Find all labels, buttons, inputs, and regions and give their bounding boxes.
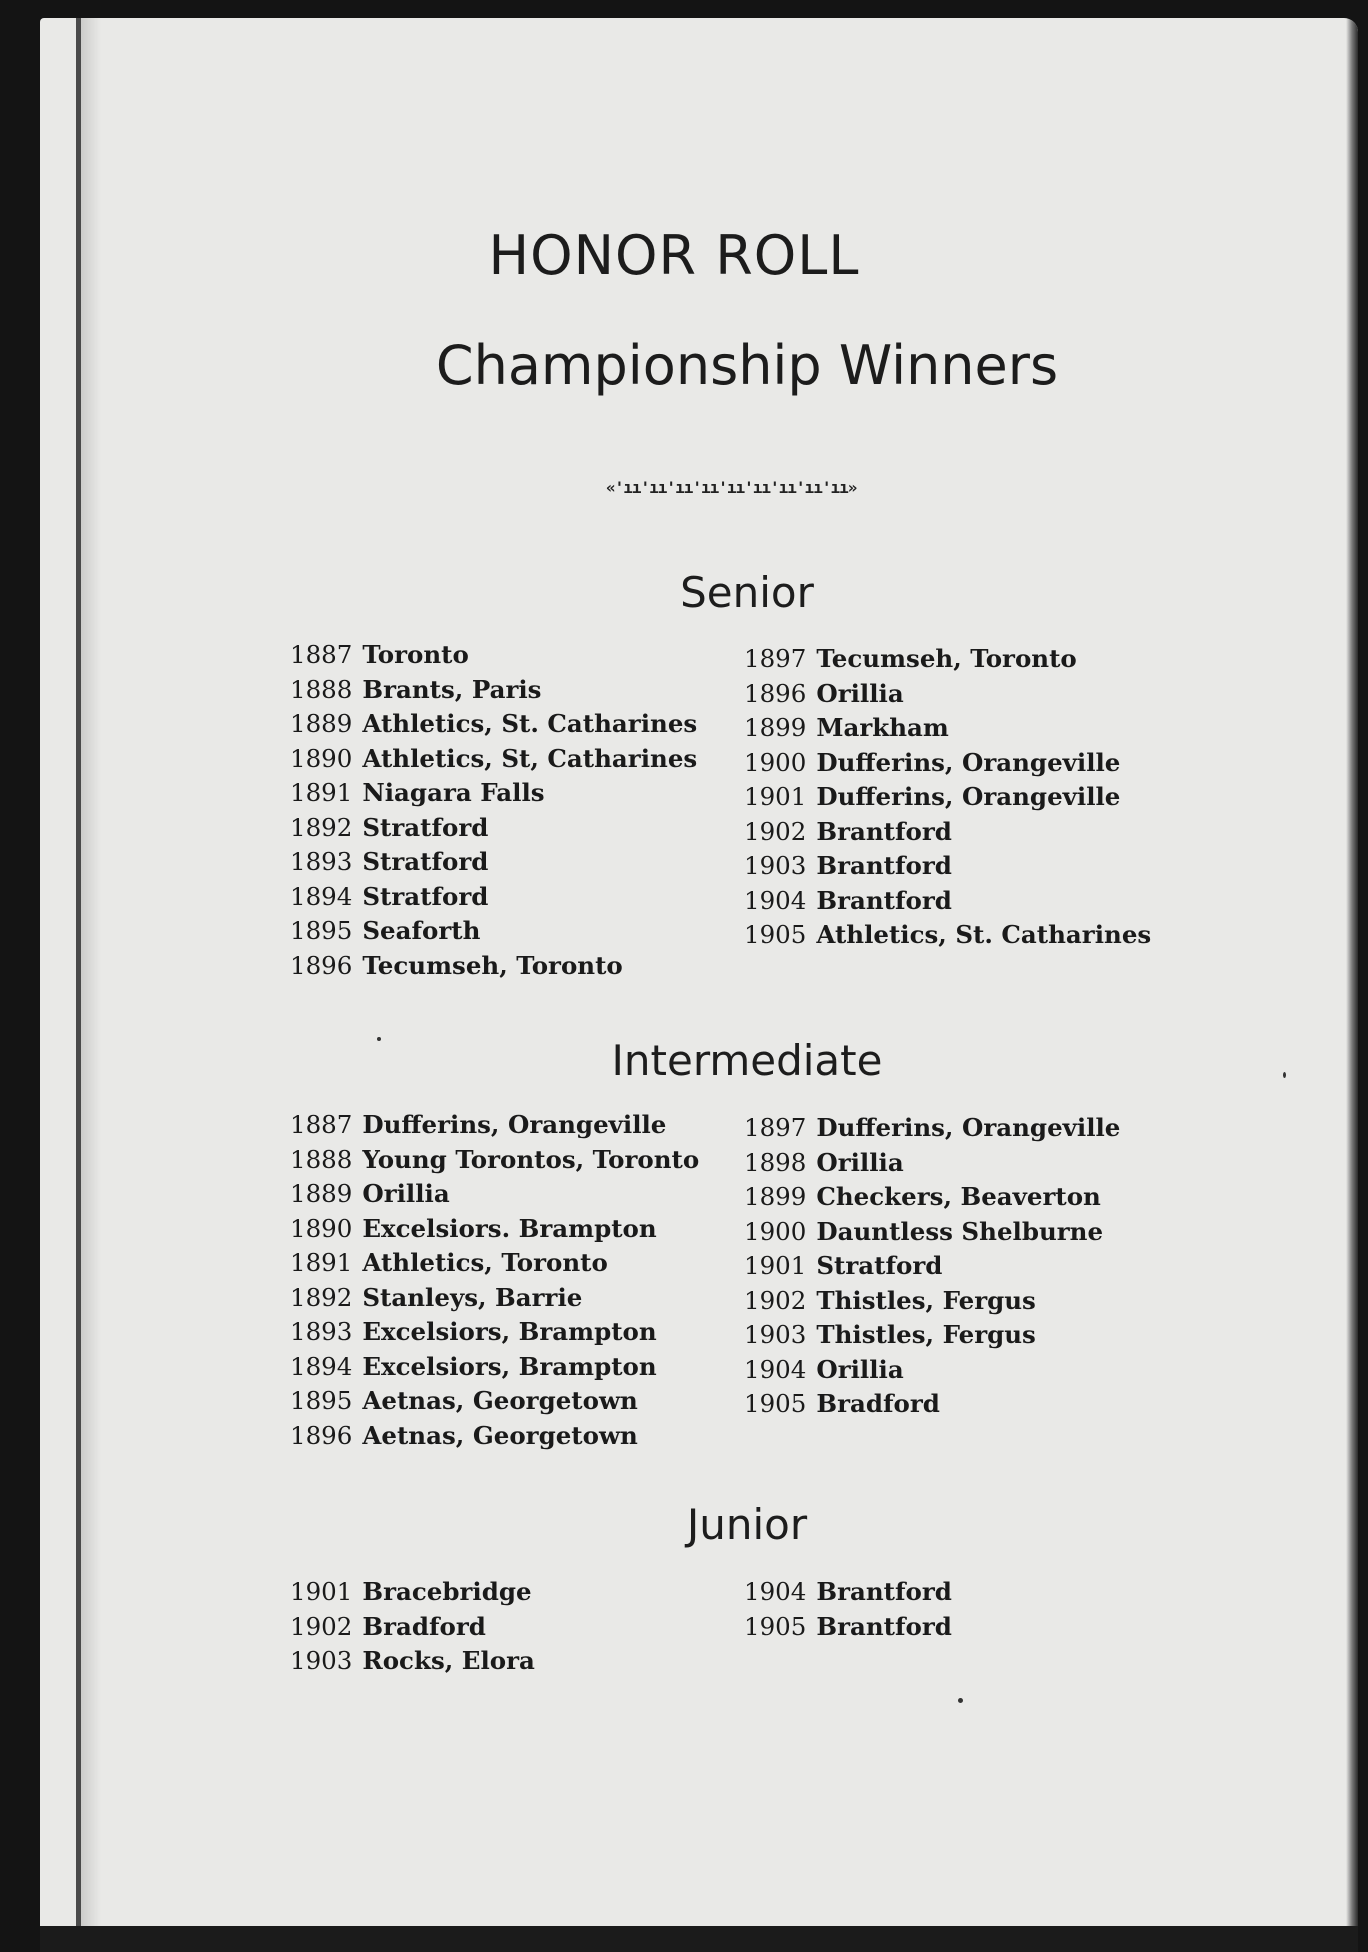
entry-year: 1887 bbox=[290, 1110, 353, 1139]
entry-year: 1899 bbox=[744, 713, 807, 742]
honor-roll-entry bbox=[744, 642, 1151, 677]
junior-list-right bbox=[744, 1575, 952, 1644]
entry-year: 1897 bbox=[744, 1113, 807, 1142]
honor-roll-entry bbox=[290, 811, 697, 846]
entry-winner: Thistles, Fergus bbox=[816, 1285, 1036, 1315]
entry-winner: Stratford bbox=[816, 1251, 943, 1280]
entry-year: 1898 bbox=[744, 1147, 807, 1177]
document-page bbox=[40, 18, 1358, 1952]
entry-winner: Excelsiors, Brampton bbox=[362, 1351, 657, 1381]
page-subtitle: Championship Winners bbox=[435, 334, 1059, 397]
entry-year: 1900 bbox=[744, 747, 807, 777]
honor-roll-entry bbox=[290, 1419, 699, 1454]
honor-roll-entry bbox=[744, 746, 1151, 781]
senior-list-right bbox=[744, 642, 1151, 953]
honor-roll-entry bbox=[744, 711, 1151, 746]
entry-winner: Rocks, Elora bbox=[362, 1646, 535, 1675]
honor-roll-entry bbox=[290, 1281, 699, 1316]
entry-year: 1892 bbox=[290, 1282, 353, 1312]
entry-winner: Athletics, St. Catharines bbox=[362, 709, 698, 738]
entry-winner: Toronto bbox=[362, 640, 469, 669]
entry-winner: Markham bbox=[816, 713, 949, 742]
honor-roll-entry bbox=[290, 1108, 699, 1143]
honor-roll-entry bbox=[290, 845, 697, 880]
entry-year: 1892 bbox=[290, 812, 353, 842]
honor-roll-entry bbox=[744, 849, 1151, 884]
entry-winner: Brantford bbox=[816, 816, 952, 846]
entry-winner: Dufferins, Orangeville bbox=[816, 747, 1121, 777]
entry-year: 1896 bbox=[744, 678, 807, 708]
paper-speck bbox=[1283, 1072, 1286, 1078]
entry-year: 1890 bbox=[290, 743, 353, 773]
entry-year: 1901 bbox=[744, 782, 807, 811]
section-heading-junior: Junior bbox=[686, 1500, 808, 1549]
entry-winner: Stanleys, Barrie bbox=[362, 1282, 583, 1312]
honor-roll-entry bbox=[290, 1177, 699, 1212]
paper-speck bbox=[958, 1698, 963, 1703]
entry-year: 1905 bbox=[744, 1389, 807, 1418]
senior-list-left bbox=[290, 638, 697, 983]
honor-roll-entry bbox=[290, 949, 697, 984]
entry-winner: Seaforth bbox=[362, 916, 481, 945]
entry-year: 1905 bbox=[744, 920, 807, 949]
entry-year: 1901 bbox=[744, 1251, 807, 1280]
honor-roll-entry bbox=[290, 914, 697, 949]
honor-roll-entry bbox=[290, 1212, 699, 1247]
entry-winner: Brantford bbox=[816, 885, 952, 915]
honor-roll-entry bbox=[744, 1249, 1120, 1284]
entry-winner: Dauntless Shelburne bbox=[816, 1216, 1104, 1246]
entry-year: 1902 bbox=[290, 1611, 353, 1641]
entry-year: 1903 bbox=[744, 1320, 807, 1349]
entry-winner: Excelsiors, Brampton bbox=[362, 1317, 657, 1346]
honor-roll-entry bbox=[744, 884, 1151, 919]
entry-winner: Excelsiors. Brampton bbox=[362, 1213, 657, 1243]
entry-year: 1896 bbox=[290, 1420, 353, 1450]
entry-year: 1889 bbox=[290, 1179, 353, 1208]
section-heading-senior: Senior bbox=[680, 568, 814, 617]
spine-shadow bbox=[81, 18, 101, 1952]
honor-roll-entry bbox=[290, 1350, 699, 1385]
entry-winner: Athletics, St. Catharines bbox=[816, 920, 1152, 949]
entry-winner: Brantford bbox=[816, 1577, 952, 1606]
entry-winner: Niagara Falls bbox=[362, 778, 545, 807]
entry-winner: Bradford bbox=[816, 1389, 940, 1418]
honor-roll-entry bbox=[744, 815, 1151, 850]
entry-winner: Stratford bbox=[362, 847, 489, 876]
entry-winner: Orillia bbox=[816, 678, 904, 708]
entry-winner: Stratford bbox=[362, 812, 489, 842]
junior-list-left bbox=[290, 1575, 535, 1679]
entry-year: 1890 bbox=[290, 1213, 353, 1243]
entry-year: 1894 bbox=[290, 881, 353, 911]
honor-roll-entry bbox=[744, 1180, 1120, 1215]
entry-winner: Athletics, Toronto bbox=[362, 1248, 608, 1277]
entry-winner: Aetnas, Georgetown bbox=[362, 1386, 638, 1415]
entry-year: 1901 bbox=[290, 1577, 353, 1606]
section-heading-intermediate: Intermediate bbox=[611, 1036, 883, 1085]
entry-winner: Orillia bbox=[362, 1179, 450, 1208]
entry-year: 1893 bbox=[290, 1317, 353, 1346]
entry-year: 1891 bbox=[290, 778, 353, 807]
entry-winner: Brantford bbox=[816, 1611, 952, 1641]
paper-speck bbox=[377, 1037, 381, 1041]
entry-year: 1897 bbox=[744, 644, 807, 673]
honor-roll-entry bbox=[290, 1315, 699, 1350]
entry-winner: Tecumseh, Toronto bbox=[816, 644, 1077, 673]
entry-winner: Brantford bbox=[816, 851, 952, 880]
entry-winner: Orillia bbox=[816, 1354, 904, 1384]
honor-roll-entry bbox=[290, 638, 697, 673]
entry-year: 1893 bbox=[290, 847, 353, 876]
entry-year: 1903 bbox=[290, 1646, 353, 1675]
entry-winner: Aetnas, Georgetown bbox=[362, 1420, 638, 1450]
entry-year: 1905 bbox=[744, 1611, 807, 1641]
honor-roll-entry bbox=[744, 1215, 1120, 1250]
entry-year: 1900 bbox=[744, 1216, 807, 1246]
entry-winner: Dufferins, Orangeville bbox=[816, 1113, 1121, 1142]
honor-roll-entry bbox=[744, 1111, 1120, 1146]
entry-winner: Dufferins, Orangeville bbox=[362, 1110, 667, 1139]
honor-roll-entry bbox=[290, 1610, 535, 1645]
entry-year: 1899 bbox=[744, 1182, 807, 1211]
entry-year: 1888 bbox=[290, 1144, 353, 1174]
honor-roll-entry bbox=[290, 1384, 699, 1419]
honor-roll-entry bbox=[290, 673, 697, 708]
entry-winner: Athletics, St, Catharines bbox=[362, 743, 698, 773]
entry-year: 1895 bbox=[290, 1386, 353, 1415]
entry-year: 1902 bbox=[744, 816, 807, 846]
entry-year: 1902 bbox=[744, 1285, 807, 1315]
entry-year: 1896 bbox=[290, 950, 353, 980]
entry-winner: Orillia bbox=[816, 1147, 904, 1177]
honor-roll-entry bbox=[290, 1143, 699, 1178]
honor-roll-entry bbox=[290, 880, 697, 915]
entry-winner: Thistles, Fergus bbox=[816, 1320, 1036, 1349]
honor-roll-entry bbox=[744, 918, 1151, 953]
entry-year: 1889 bbox=[290, 709, 353, 738]
entry-year: 1895 bbox=[290, 916, 353, 945]
entry-winner: Tecumseh, Toronto bbox=[362, 950, 623, 980]
honor-roll-entry bbox=[290, 1246, 699, 1281]
entry-year: 1891 bbox=[290, 1248, 353, 1277]
scan-border bbox=[40, 1926, 1358, 1952]
entry-year: 1903 bbox=[744, 851, 807, 880]
entry-year: 1904 bbox=[744, 1577, 807, 1606]
decorative-rule: «'ıı'ıı'ıı'ıı'ıı'ıı'ıı'ıı'ıı» bbox=[606, 478, 857, 497]
entry-winner: Young Torontos, Toronto bbox=[362, 1144, 700, 1174]
entry-winner: Stratford bbox=[362, 881, 489, 911]
honor-roll-entry bbox=[744, 1318, 1120, 1353]
honor-roll-entry bbox=[744, 1575, 952, 1610]
honor-roll-entry bbox=[744, 780, 1151, 815]
entry-winner: Checkers, Beaverton bbox=[816, 1182, 1101, 1211]
entry-winner: Dufferins, Orangeville bbox=[816, 782, 1121, 811]
entry-winner: Brants, Paris bbox=[362, 674, 542, 704]
honor-roll-entry bbox=[744, 1610, 952, 1645]
honor-roll-entry bbox=[290, 1575, 535, 1610]
page-edge bbox=[1346, 18, 1358, 1952]
honor-roll-entry bbox=[290, 1644, 535, 1679]
entry-year: 1888 bbox=[290, 674, 353, 704]
honor-roll-entry bbox=[290, 707, 697, 742]
intermediate-list-right bbox=[744, 1111, 1120, 1422]
honor-roll-entry bbox=[744, 1387, 1120, 1422]
entry-year: 1894 bbox=[290, 1351, 353, 1381]
entry-year: 1887 bbox=[290, 640, 353, 669]
entry-year: 1904 bbox=[744, 1354, 807, 1384]
intermediate-list-left bbox=[290, 1108, 699, 1453]
page-title: HONOR ROLL bbox=[488, 224, 860, 287]
honor-roll-entry bbox=[744, 1353, 1120, 1388]
entry-winner: Bracebridge bbox=[362, 1577, 532, 1606]
entry-year: 1904 bbox=[744, 885, 807, 915]
entry-winner: Bradford bbox=[362, 1611, 486, 1641]
honor-roll-entry bbox=[290, 742, 697, 777]
honor-roll-entry bbox=[290, 776, 697, 811]
honor-roll-entry bbox=[744, 677, 1151, 712]
honor-roll-entry bbox=[744, 1284, 1120, 1319]
honor-roll-entry bbox=[744, 1146, 1120, 1181]
